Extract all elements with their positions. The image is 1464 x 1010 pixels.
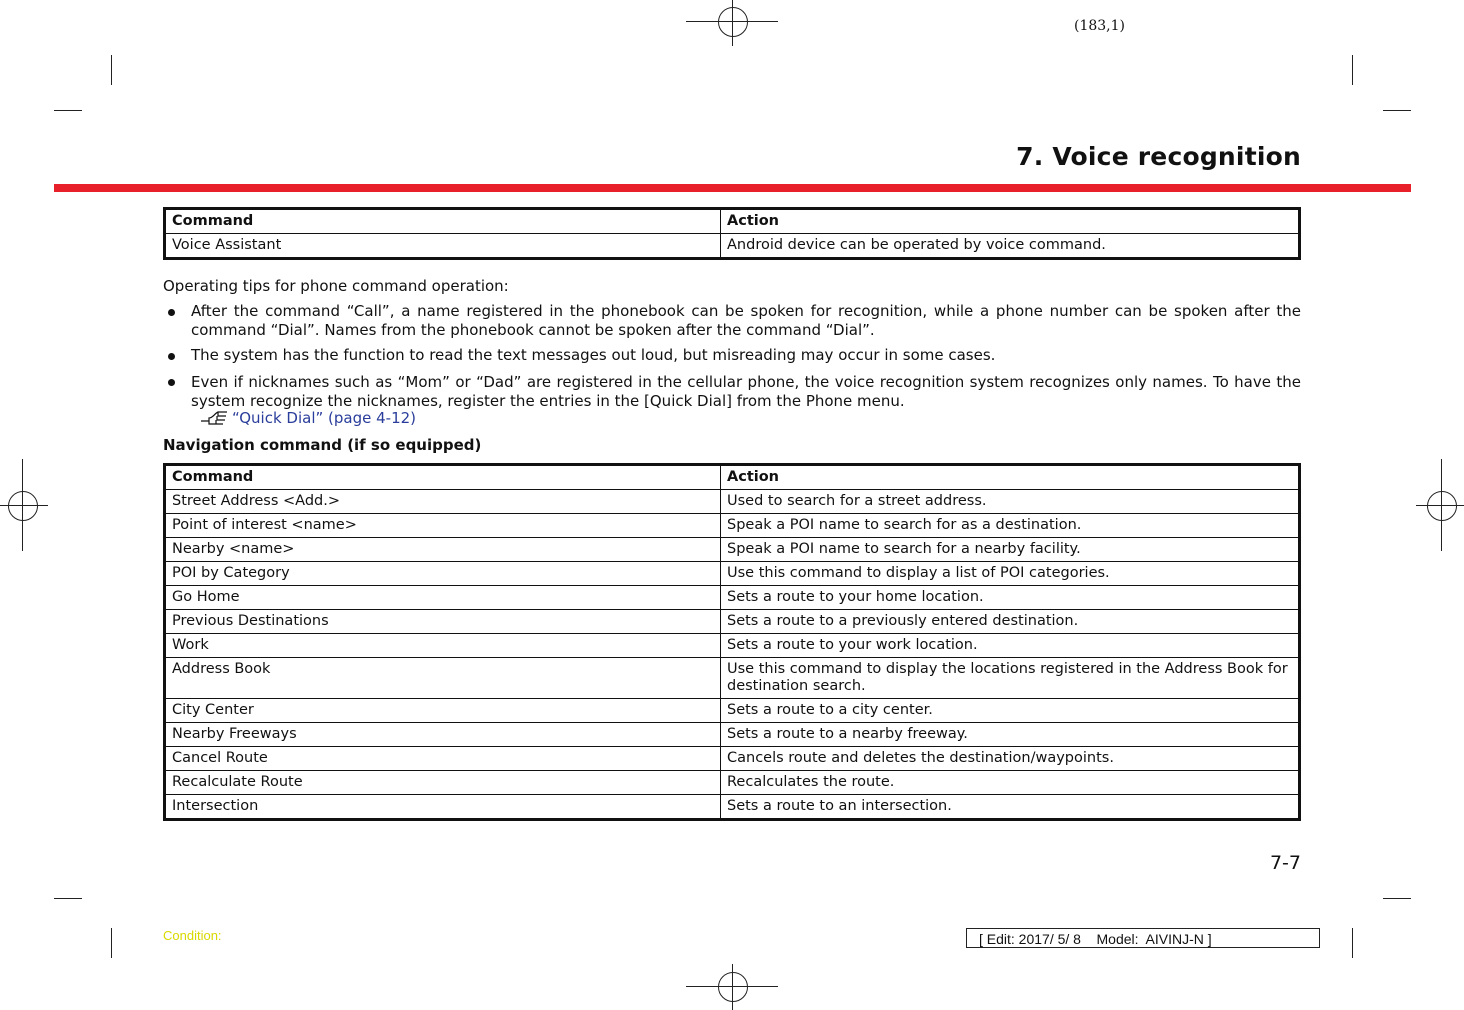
bullet-dot-icon: [168, 309, 175, 316]
command-cell: Go Home: [165, 586, 721, 610]
edit-info-box: [ Edit: 2017/ 5/ 8 Model: AIVINJ-N ]: [966, 928, 1320, 948]
header-command: Command: [165, 465, 721, 490]
tips-intro: Operating tips for phone command operation:: [163, 277, 509, 295]
action-cell: Sets a route to a nearby freeway.: [721, 723, 1300, 747]
navigation-command-table: [163, 463, 1301, 821]
action-cell: Recalculates the route.: [721, 771, 1300, 795]
action-cell: Used to search for a street address.: [721, 490, 1300, 514]
command-cell: Intersection: [165, 795, 721, 820]
crop-mark: [1383, 898, 1411, 899]
table-row: [165, 771, 1300, 795]
header-command: Command: [165, 209, 721, 234]
table-row: [165, 586, 1300, 610]
table-header-row: [165, 209, 1300, 234]
table-row: [165, 634, 1300, 658]
action-cell: Sets a route to an intersection.: [721, 795, 1300, 820]
action-cell: Use this command to display a list of POI categories.: [721, 562, 1300, 586]
action-cell: Cancels route and deletes the destination/waypoints.: [721, 747, 1300, 771]
command-cell: Point of interest <name>: [165, 514, 721, 538]
pointing-hand-icon: [199, 409, 229, 431]
quick-dial-reference-link[interactable]: “Quick Dial” (page 4-12): [232, 409, 417, 427]
voice-assistant-table: [163, 207, 1301, 260]
crop-mark: [54, 110, 82, 111]
table-row: [165, 234, 1300, 259]
action-cell: Sets a route to a previously entered destination.: [721, 610, 1300, 634]
table-row: [165, 747, 1300, 771]
table-row: [165, 610, 1300, 634]
table-row: [165, 723, 1300, 747]
action-cell: Sets a route to a city center.: [721, 699, 1300, 723]
table-row: [165, 699, 1300, 723]
command-cell: Work: [165, 634, 721, 658]
command-cell: Nearby <name>: [165, 538, 721, 562]
table-row: [165, 658, 1300, 699]
crop-mark: [1383, 110, 1411, 111]
table-row: [165, 490, 1300, 514]
command-cell: Address Book: [165, 658, 721, 699]
command-cell: Previous Destinations: [165, 610, 721, 634]
bullet-item: The system has the function to read the text messages out loud, but misreading may occur in some cases.: [191, 346, 996, 364]
registration-target: [718, 972, 748, 1002]
action-cell: Speak a POI name to search for as a destination.: [721, 514, 1300, 538]
chapter-accent-bar: [54, 184, 1411, 192]
condition-label: Condition:: [163, 928, 222, 943]
command-cell: City Center: [165, 699, 721, 723]
navigation-command-heading: Navigation command (if so equipped): [163, 436, 482, 454]
registration-target: [8, 491, 38, 521]
command-cell: Recalculate Route: [165, 771, 721, 795]
action-cell: Android device can be operated by voice command.: [721, 234, 1300, 259]
action-cell: Sets a route to your home location.: [721, 586, 1300, 610]
command-cell: POI by Category: [165, 562, 721, 586]
bullet-item: Even if nicknames such as “Mom” or “Dad” are registered in the cellular phone, the voice recognition system recognizes only names. To have the system recognize the nicknames, register the entries in the [Quick Dial] from the Phone menu.: [191, 373, 1301, 410]
header-action: Action: [721, 465, 1300, 490]
command-cell: Nearby Freeways: [165, 723, 721, 747]
table-header-row: [165, 465, 1300, 490]
chapter-title: 7. Voice recognition: [1016, 142, 1301, 171]
crop-mark: [1352, 928, 1353, 958]
page-number: 7-7: [1269, 852, 1301, 874]
bullet-dot-icon: [168, 353, 175, 360]
header-action: Action: [721, 209, 1300, 234]
table-row: [165, 562, 1300, 586]
command-cell: Cancel Route: [165, 747, 721, 771]
registration-target: [1427, 491, 1457, 521]
action-cell: Sets a route to your work location.: [721, 634, 1300, 658]
crop-mark: [111, 928, 112, 958]
table-row: [165, 795, 1300, 820]
table-row: [165, 538, 1300, 562]
table-row: [165, 514, 1300, 538]
bullet-dot-icon: [168, 379, 175, 386]
action-cell: Speak a POI name to search for a nearby facility.: [721, 538, 1300, 562]
registration-target: [718, 7, 748, 37]
command-cell: Street Address <Add.>: [165, 490, 721, 514]
crop-mark: [1352, 55, 1353, 85]
crop-mark: [111, 55, 112, 85]
action-cell: Use this command to display the locations registered in the Address Book for destination search.: [721, 658, 1300, 699]
bullet-item: After the command “Call”, a name registered in the phonebook can be spoken for recognition, while a phone number can be spoken after the command “Dial”. Names from the phonebook cannot be spoken after the command “Dial”.: [191, 302, 1301, 339]
page-code: (183,1): [1074, 18, 1126, 34]
crop-mark: [54, 898, 82, 899]
command-cell: Voice Assistant: [165, 234, 721, 259]
